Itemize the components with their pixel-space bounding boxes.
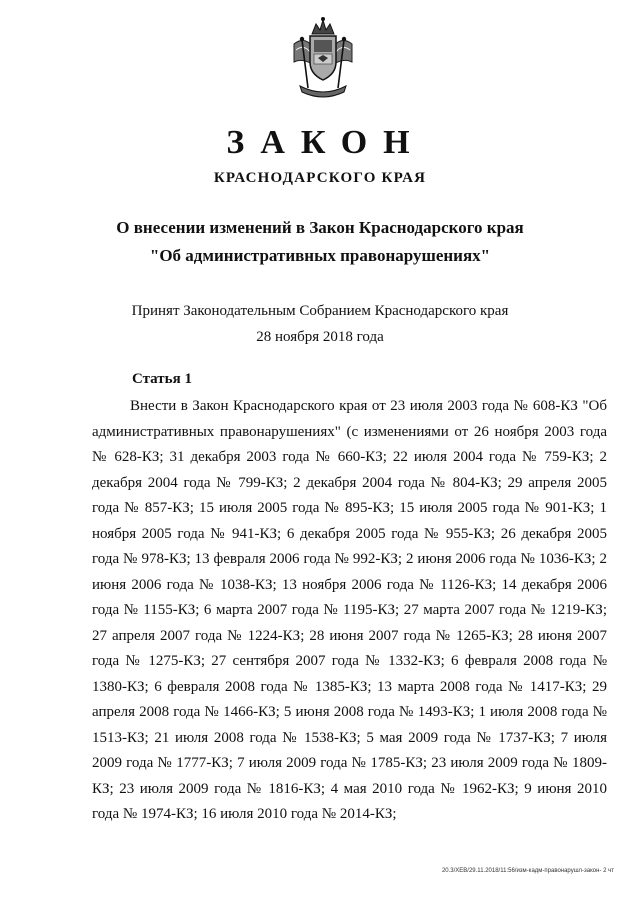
region-subtitle: КРАСНОДАРСКОГО КРАЯ <box>213 170 427 186</box>
law-title: ЗАКОН <box>226 124 426 161</box>
law-heading-line-2: "Об административных правонарушениях" <box>149 246 491 265</box>
article-title: Статья 1 <box>132 371 192 387</box>
coat-of-arms-emblem <box>290 14 356 100</box>
article-body: Внести в Закон Краснодарского края от 23 июля 2003 года № 608-КЗ "Об административных правонарушениях" (с изменениями от 26 ноября 2003 года № 628-КЗ; 31 декабря 2003 года № 660-КЗ; 22 июля 2004 года № 759-КЗ; 2 декабря 2004 года № 799-КЗ; 2 декабря 2004 года № 804-КЗ; 29 апреля 2005 года № 857-КЗ; 15 июля 2005 года № 895-КЗ; 15 июля 2005 года № 901-КЗ; 1 ноября 2005 года № 941-КЗ; 6 декабря 2005 года № 955-КЗ; 26 декабря 2005 года № 978-КЗ; 13 февраля 2006 года № 992-КЗ; 2 июня 2006 года № 1036-КЗ; 2 июня 2006 года № 1038-КЗ; 13 ноября 2006 года № 1126-КЗ; 14 декабря 2006 года № 1155-КЗ; 6 марта 2007 года № 1195-КЗ; 27 марта 2007 года № 1219-КЗ; 27 апреля 2007 года № 1224-КЗ; 28 июня 2007 года № 1265-КЗ; 28 июня 2007 года № 1275-КЗ; 27 сентября 2007 года № 1332-КЗ; 6 февраля 2008 года № 1380-КЗ; 6 февраля 2008 года № 1385-КЗ; 13 марта 2008 года № 1417-КЗ; 29 апреля 2008 года № 1466-КЗ; 5 июня 2008 года № 1493-КЗ; 1 июля 2008 года № 1513-КЗ; 21 июля 2008 года № 1538-КЗ; 5 мая 2009 года № 1737-КЗ; 7 июля 2009 года № 1777-КЗ; 7 июля 2009 года № 1785-КЗ; 23 июля 2009 года № 1809-КЗ; 23 июля 2009 года № 1816-КЗ; 4 мая 2010 года № 1962-КЗ; 9 июня 2010 года № 1974-КЗ; 16 июля 2010 года № 2014-КЗ; <box>92 398 607 822</box>
law-heading-line-1: О внесении изменений в Закон Краснодарского края <box>116 218 524 237</box>
footer-stamp: 20.3/XEB/29.11.2018/11:56/изм-кадм-правонарушл-закон- 2 чт <box>441 868 614 874</box>
adoption-line-1: Принят Законодательным Собранием Краснодарского края <box>131 303 509 319</box>
adoption-date: 28 ноября 2018 года <box>256 329 384 345</box>
